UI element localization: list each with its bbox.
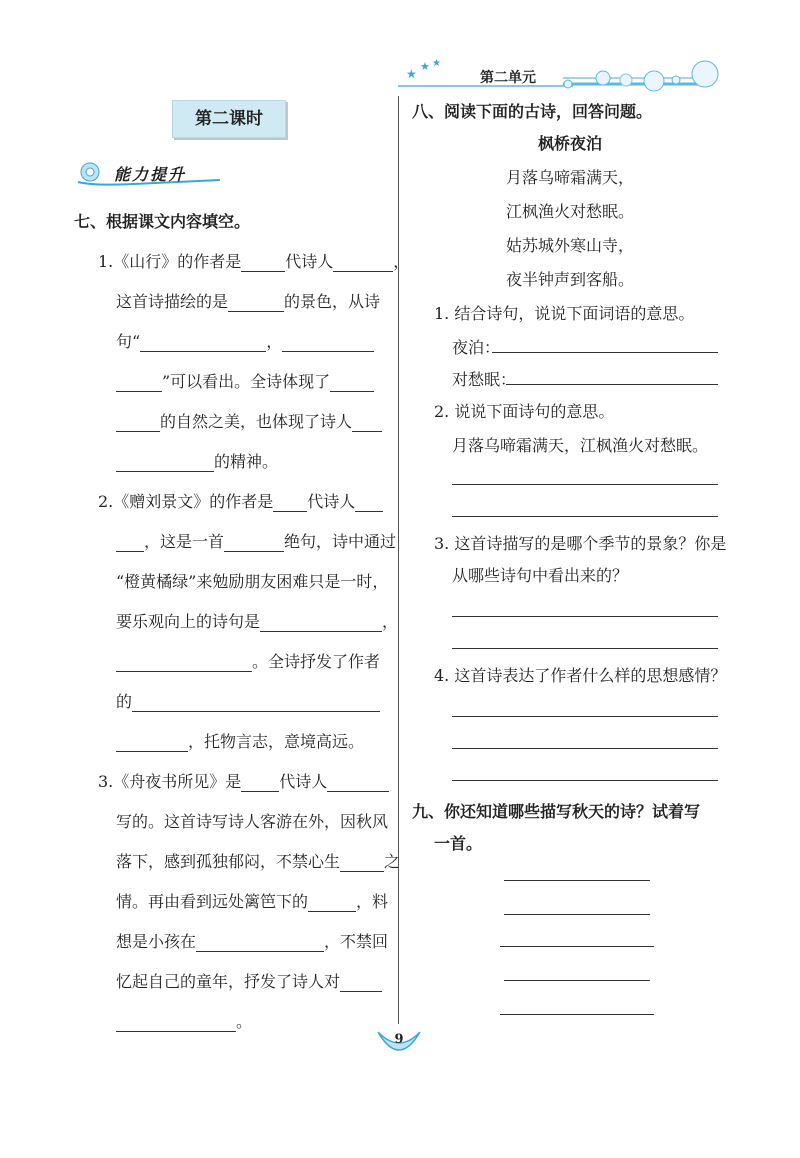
q2-blank-dynasty[interactable] — [273, 493, 307, 512]
section9-line1: 九、你还知道哪些描写秋天的诗？试着写 — [412, 802, 701, 821]
q3-line2: 写的。这首诗写诗人客游在外，因秋风 — [116, 812, 389, 831]
r-q3-answer2[interactable] — [452, 648, 718, 649]
r-q1-prompt: 1. 结合诗句，说说下面词语的意思。 — [434, 304, 695, 323]
page-number-badge — [376, 1028, 422, 1064]
q3-blank-feeling1[interactable] — [340, 973, 382, 992]
q3-line3 — [116, 852, 400, 872]
q1-blank-spirit2[interactable] — [116, 453, 214, 472]
q3-text-6a: 忆起自己的童年，抒发了诗人对 — [116, 972, 341, 991]
r-q3-answer1[interactable] — [452, 616, 718, 617]
q1-blank-verse1[interactable] — [140, 333, 266, 352]
q1-text-3a: 句“ — [116, 332, 141, 351]
q2-line1 — [98, 492, 383, 512]
q2-line5 — [116, 652, 380, 672]
q2-line3: “橙黄橘绿”来勉励朋友困难只是一时， — [116, 572, 389, 591]
q3-blank-dynasty[interactable] — [241, 773, 279, 792]
q2-blank-verse1[interactable] — [260, 613, 382, 632]
q2-text-2a: ，这是一首 — [144, 532, 225, 551]
poem-line-1: 月落乌啼霜满天， — [505, 168, 634, 187]
r-q4-answer2[interactable] — [452, 748, 718, 749]
q2-text-7a: ，托物言志，意境高远。 — [188, 732, 365, 751]
unit-title: 第二单元 — [480, 70, 536, 86]
q3-blank-emotion[interactable] — [340, 853, 384, 872]
r-q4-answer1[interactable] — [452, 716, 718, 717]
svg-text:★: ★ — [420, 60, 430, 73]
s9-answer5[interactable] — [500, 1014, 654, 1015]
poem-title: 枫桥夜泊 — [537, 134, 602, 153]
q2-text-1a: 2.《赠刘景文》的作者是 — [98, 492, 274, 511]
q3-text-3b: 之 — [384, 852, 401, 871]
q1-line5 — [116, 412, 382, 432]
banner-title: 能力提升 — [114, 165, 187, 184]
r-q1-term2: 对愁眠： — [452, 370, 517, 389]
q3-text-1b: 代诗人 — [279, 772, 328, 791]
q2-text-5a: 。全诗抒发了作者 — [252, 652, 381, 671]
column-divider — [398, 96, 399, 1024]
r-q2-answer2[interactable] — [452, 516, 718, 517]
r-q4-prompt: 4. 这首诗表达了作者什么样的思想感情？ — [434, 666, 727, 685]
q1-text-4a: ”可以看出。全诗体现了 — [162, 372, 331, 391]
s9-answer1[interactable] — [504, 880, 650, 881]
q1-text-b: 代诗人 — [285, 252, 334, 271]
r-q2-line: 月落乌啼霜满天，江枫渔火对愁眠。 — [452, 436, 709, 455]
header-decoration — [398, 50, 728, 98]
q3-line1 — [98, 772, 389, 792]
q3-blank-object[interactable] — [308, 893, 356, 912]
q2-line6 — [116, 692, 380, 712]
r-q1-answer1[interactable] — [492, 352, 718, 353]
q1-line2 — [116, 292, 380, 312]
q1-blank-poet[interactable] — [333, 253, 393, 272]
q1-blank-nature2[interactable] — [116, 413, 160, 432]
q1-text-5a: 的自然之美，也体现了诗人 — [160, 412, 353, 431]
s9-answer2[interactable] — [504, 914, 650, 915]
section9-line2: 一首。 — [434, 834, 483, 853]
q1-line1 — [98, 252, 409, 272]
q1-blank-verse2[interactable] — [282, 333, 374, 352]
header-bubbles-graphic — [398, 50, 728, 98]
r-q1-term1: 夜泊： — [452, 338, 501, 357]
section7-title: 七、根据课文内容填空。 — [74, 212, 251, 231]
q3-text-5a: 想是小孩在 — [116, 932, 197, 951]
q3-blank-feeling2[interactable] — [116, 1013, 236, 1032]
q3-text-4b: ，料 — [356, 892, 389, 911]
q3-text-7a: 。 — [236, 1012, 253, 1031]
q3-line7 — [116, 1012, 252, 1032]
q3-line4 — [116, 892, 388, 912]
poem-line-2: 江枫渔火对愁眠。 — [505, 202, 634, 221]
poem-line-3: 姑苏城外寒山寺， — [505, 236, 634, 255]
q2-blank-poet[interactable] — [355, 493, 383, 512]
q2-blank-verse2[interactable] — [116, 653, 252, 672]
q2-blank-feeling1[interactable] — [132, 693, 380, 712]
q2-line4 — [116, 612, 398, 632]
r-q4-answer3[interactable] — [452, 780, 718, 781]
r-q2-answer1[interactable] — [452, 484, 718, 485]
q1-blank-dynasty[interactable] — [241, 253, 285, 272]
q1-text-2a: 这首诗描绘的是 — [116, 292, 229, 311]
s9-answer3[interactable] — [500, 946, 654, 947]
q2-line7 — [116, 732, 364, 752]
r-q3-prompt1: 3. 这首诗描写的是哪个季节的景象？你是 — [434, 534, 727, 553]
q1-blank-spirit[interactable] — [352, 413, 382, 432]
q3-text-3a: 落下，感到孤独郁闷，不禁心生 — [116, 852, 341, 871]
q3-text-1a: 3.《舟夜书所见》是 — [98, 772, 242, 791]
q3-blank-poet[interactable] — [327, 773, 389, 792]
q1-blank-nature[interactable] — [330, 373, 374, 392]
r-q2-prompt: 2. 说说下面诗句的意思。 — [434, 402, 615, 421]
lesson-title: 第二课时 — [172, 100, 286, 138]
q3-blank-action[interactable] — [196, 933, 324, 952]
r-q3-prompt2: 从哪些诗句中看出来的？ — [452, 566, 629, 585]
section8-title: 八、阅读下面的古诗，回答问题。 — [412, 102, 653, 121]
q2-text-4a: 要乐观向上的诗句是 — [116, 612, 261, 631]
q2-line2 — [116, 532, 396, 552]
q1-line3 — [116, 332, 374, 352]
q2-text-1b: 代诗人 — [307, 492, 356, 511]
r-q1-answer2[interactable] — [506, 384, 718, 385]
q3-text-5b: ，不禁回 — [324, 932, 389, 951]
q3-line5 — [116, 932, 388, 952]
q2-text-2b: 绝句，诗中通过 — [284, 532, 397, 551]
svg-text:★: ★ — [432, 58, 441, 69]
q3-text-4a: 情。再由看到远处篱笆下的 — [116, 892, 309, 911]
ability-banner — [74, 158, 224, 188]
q1-text-a: 1.《山行》的作者是 — [98, 252, 242, 271]
poem-line-4: 夜半钟声到客船。 — [505, 270, 634, 289]
q2-blank-poet2[interactable] — [116, 533, 144, 552]
q1-text-2b: 的景色，从诗 — [284, 292, 381, 311]
q3-line6 — [116, 972, 382, 992]
page-number: 9 — [394, 1032, 404, 1047]
s9-answer4[interactable] — [504, 980, 650, 981]
q1-text-3b: ， — [266, 332, 283, 351]
svg-text:★: ★ — [406, 67, 417, 81]
q1-text-6a: 的精神。 — [214, 452, 279, 471]
q1-text-c: ， — [393, 252, 410, 271]
q2-blank-form[interactable] — [224, 533, 284, 552]
q2-blank-feeling2[interactable] — [116, 733, 188, 752]
q1-blank-verse3[interactable] — [116, 373, 162, 392]
q1-line6 — [116, 452, 278, 472]
q2-text-6a: 的 — [116, 692, 133, 711]
q1-line4 — [116, 372, 374, 392]
q2-text-4b: ， — [382, 612, 399, 631]
q1-blank-scenery[interactable] — [228, 293, 284, 312]
